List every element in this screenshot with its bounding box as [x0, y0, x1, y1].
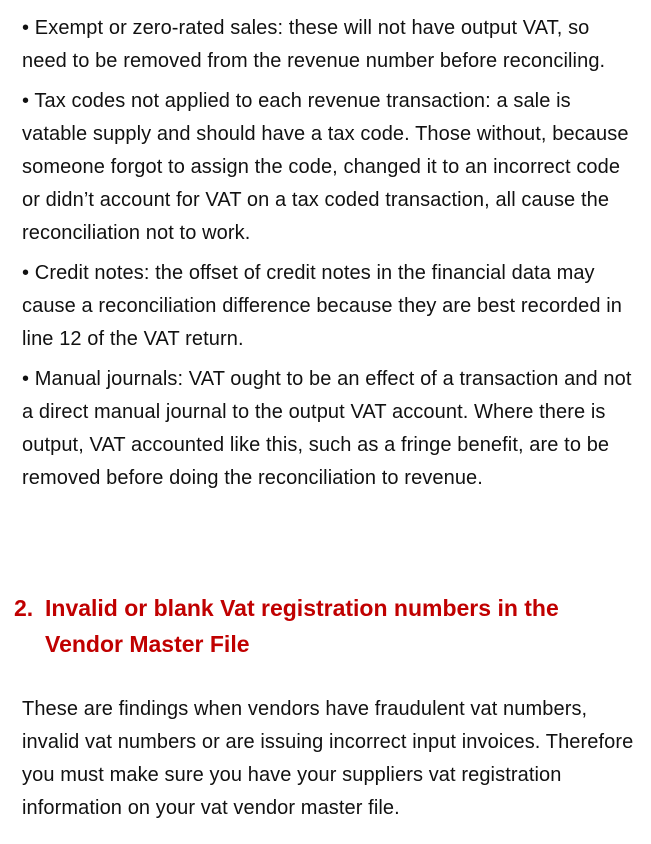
bullet-marker: • — [22, 262, 30, 284]
section-heading — [14, 590, 634, 662]
section-title: Invalid or blank Vat registration numbers in the Vendor Master File — [45, 595, 559, 657]
bullet-marker: • — [22, 368, 30, 390]
section-body-paragraph: These are findings when vendors have fraudulent vat numbers, invalid vat numbers or are issuing incorrect input invoices. Therefore you must make sure you have your suppliers vat registration information on your vat vendor master file. — [22, 698, 634, 819]
list-item — [22, 85, 634, 250]
bullet-text: Tax codes not applied to each revenue transaction: a sale is vatable supply and should have a tax code. Those without, because someone forgot to assign the code, changed it to an incorrect code or didn’t account for VAT on a tax coded transaction, all cause the reconciliation not to work. — [22, 90, 629, 244]
list-item — [22, 12, 634, 78]
list-item — [22, 257, 634, 356]
section-number: 2. — [14, 595, 34, 621]
list-item — [22, 363, 634, 495]
bullet-list — [22, 12, 634, 502]
bullet-marker: • — [22, 90, 30, 112]
bullet-text: Credit notes: the offset of credit notes in the financial data may cause a reconciliation difference because they are best recorded in line 12 of the VAT return. — [22, 262, 623, 350]
bullet-text: Exempt or zero-rated sales: these will not have output VAT, so need to be removed from the revenue number before reconciling. — [22, 17, 606, 72]
bullet-text: Manual journals: VAT ought to be an effect of a transaction and not a direct manual journal to the output VAT account. Where there is output, VAT accounted like this, such as a fringe benefit, are to be removed before doing the reconciliation to revenue. — [22, 368, 632, 489]
bullet-marker: • — [22, 17, 30, 39]
